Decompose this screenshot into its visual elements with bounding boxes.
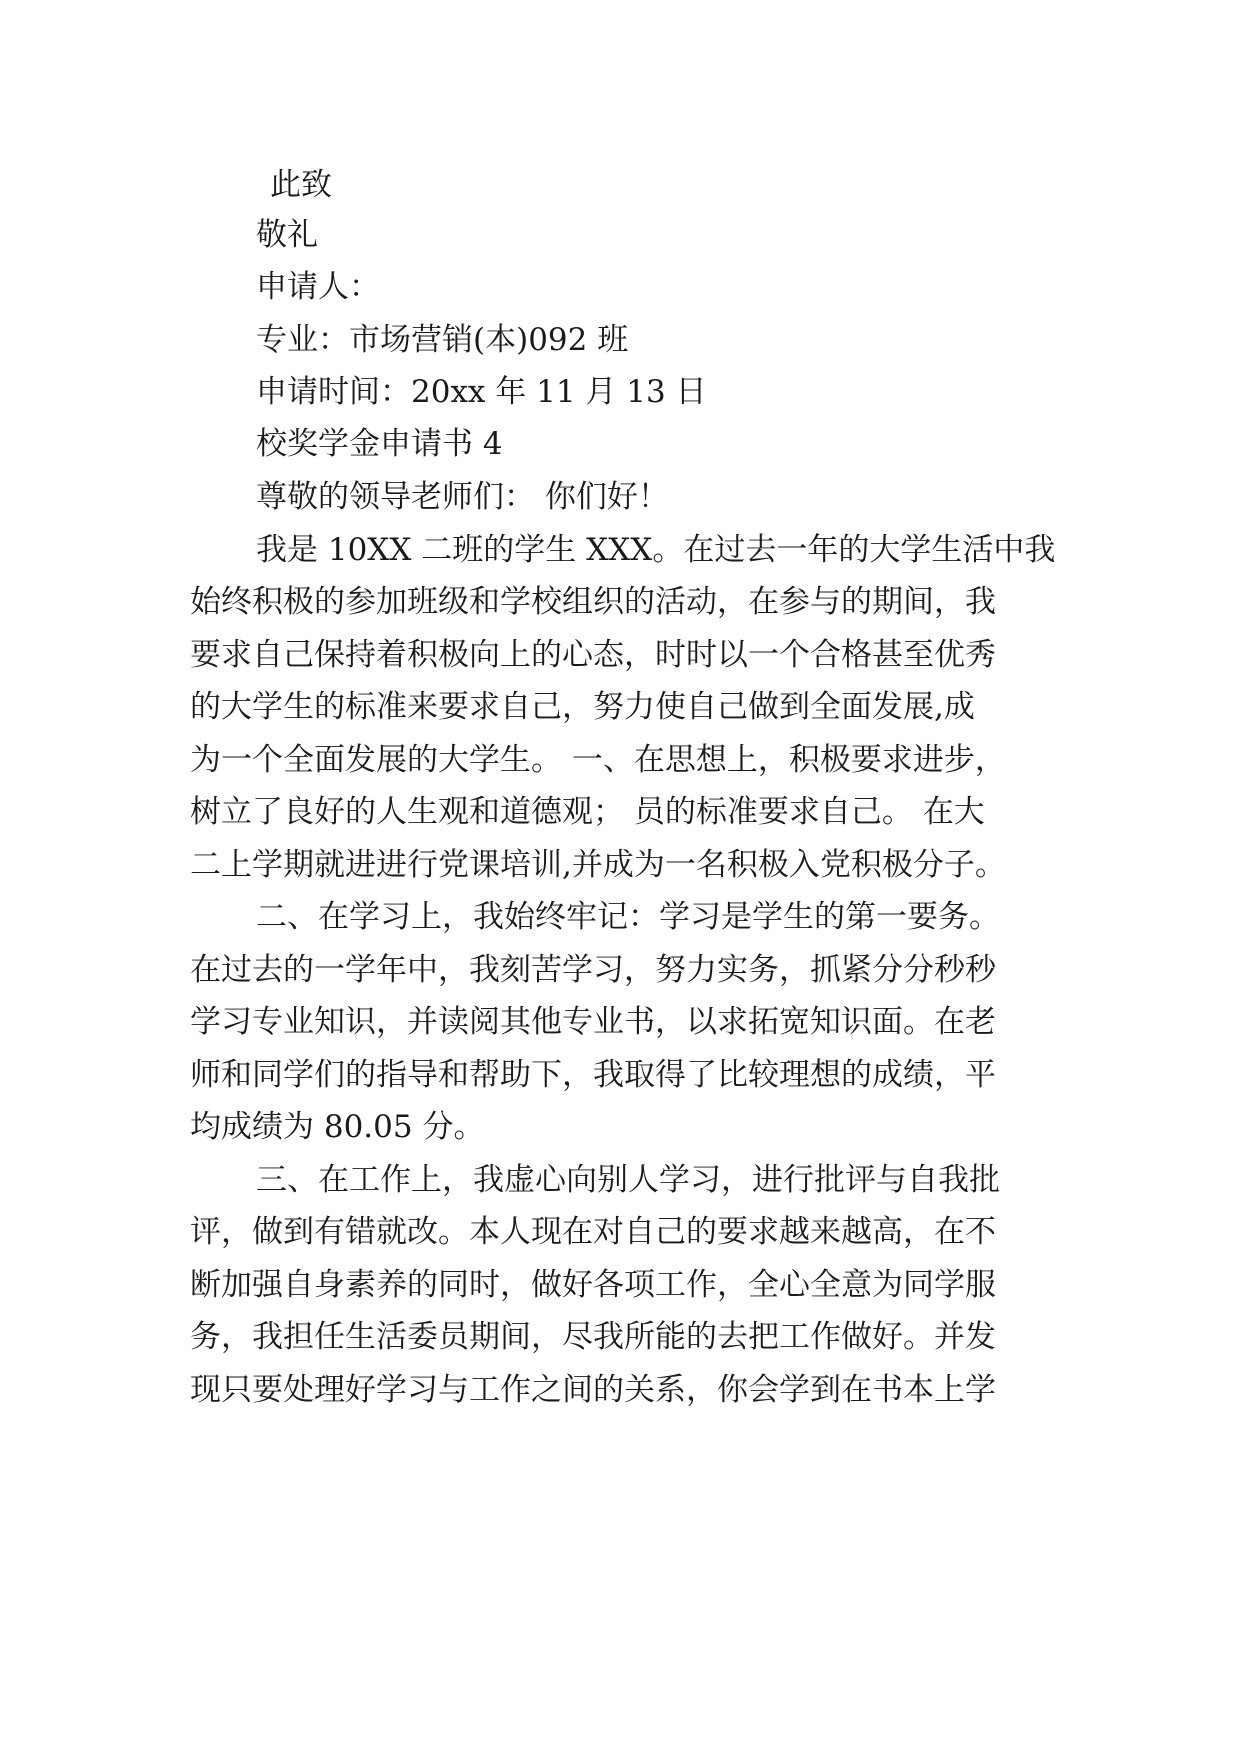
paragraph-1-line: 我是 10XX 二班的学生 XXX。在过去一年的大学生活中我: [256, 532, 1056, 568]
paragraph-3-line: 评，做到有错就改。本人现在对自己的要求越来越高，在不: [190, 1214, 996, 1250]
paragraph-2-line: 在过去的一学年中，我刻苦学习，努力实务，抓紧分分秒秒: [190, 952, 996, 988]
paragraph-3-line: 断加强自身素养的同时，做好各项工作，全心全意为同学服: [190, 1267, 996, 1303]
document-title: 校奖学金申请书 4: [256, 426, 503, 462]
paragraph-1-line: 的大学生的标准来要求自己，努力使自己做到全面发展,成: [190, 689, 975, 725]
paragraph-2-line: 均成绩为 80.05 分。: [190, 1109, 485, 1145]
closing-line-1: 此致: [270, 167, 332, 203]
paragraph-1-line: 要求自己保持着积极向上的心态，时时以一个合格甚至优秀: [190, 637, 996, 673]
paragraph-1-line: 始终积极的参加班级和学校组织的活动，在参与的期间，我: [190, 584, 996, 620]
paragraph-3-line: 务，我担任生活委员期间，尽我所能的去把工作做好。并发: [190, 1319, 996, 1355]
paragraph-2-line: 师和同学们的指导和帮助下，我取得了比较理想的成绩，平: [190, 1057, 996, 1093]
paragraph-1-line: 二上学期就进进行党课培训,并成为一名积极入党积极分子。: [190, 847, 1006, 883]
applicant-line: 申请人：: [256, 269, 380, 305]
paragraph-1-line: 树立了良好的人生观和道德观； 员的标准要求自己。 在大: [190, 794, 985, 830]
closing-line-2: 敬礼: [256, 217, 318, 253]
greeting-line: 尊敬的领导老师们： 你们好！: [256, 479, 669, 515]
paragraph-2-line: 二、在学习上，我始终牢记：学习是学生的第一要务。: [256, 899, 1000, 935]
paragraph-2-line: 学习专业知识，并读阅其他专业书，以求拓宽知识面。在老: [190, 1004, 996, 1040]
major-line: 专业：市场营销(本)092 班: [256, 322, 629, 358]
paragraph-3-line: 现只要处理好学习与工作之间的关系，你会学到在书本上学: [190, 1372, 996, 1408]
date-line: 申请时间：20xx 年 11 月 13 日: [256, 374, 707, 410]
paragraph-1-line: 为一个全面发展的大学生。 一、在思想上，积极要求进步，: [190, 742, 1006, 778]
paragraph-3-line: 三、在工作上，我虚心向别人学习，进行批评与自我批: [256, 1162, 1000, 1198]
